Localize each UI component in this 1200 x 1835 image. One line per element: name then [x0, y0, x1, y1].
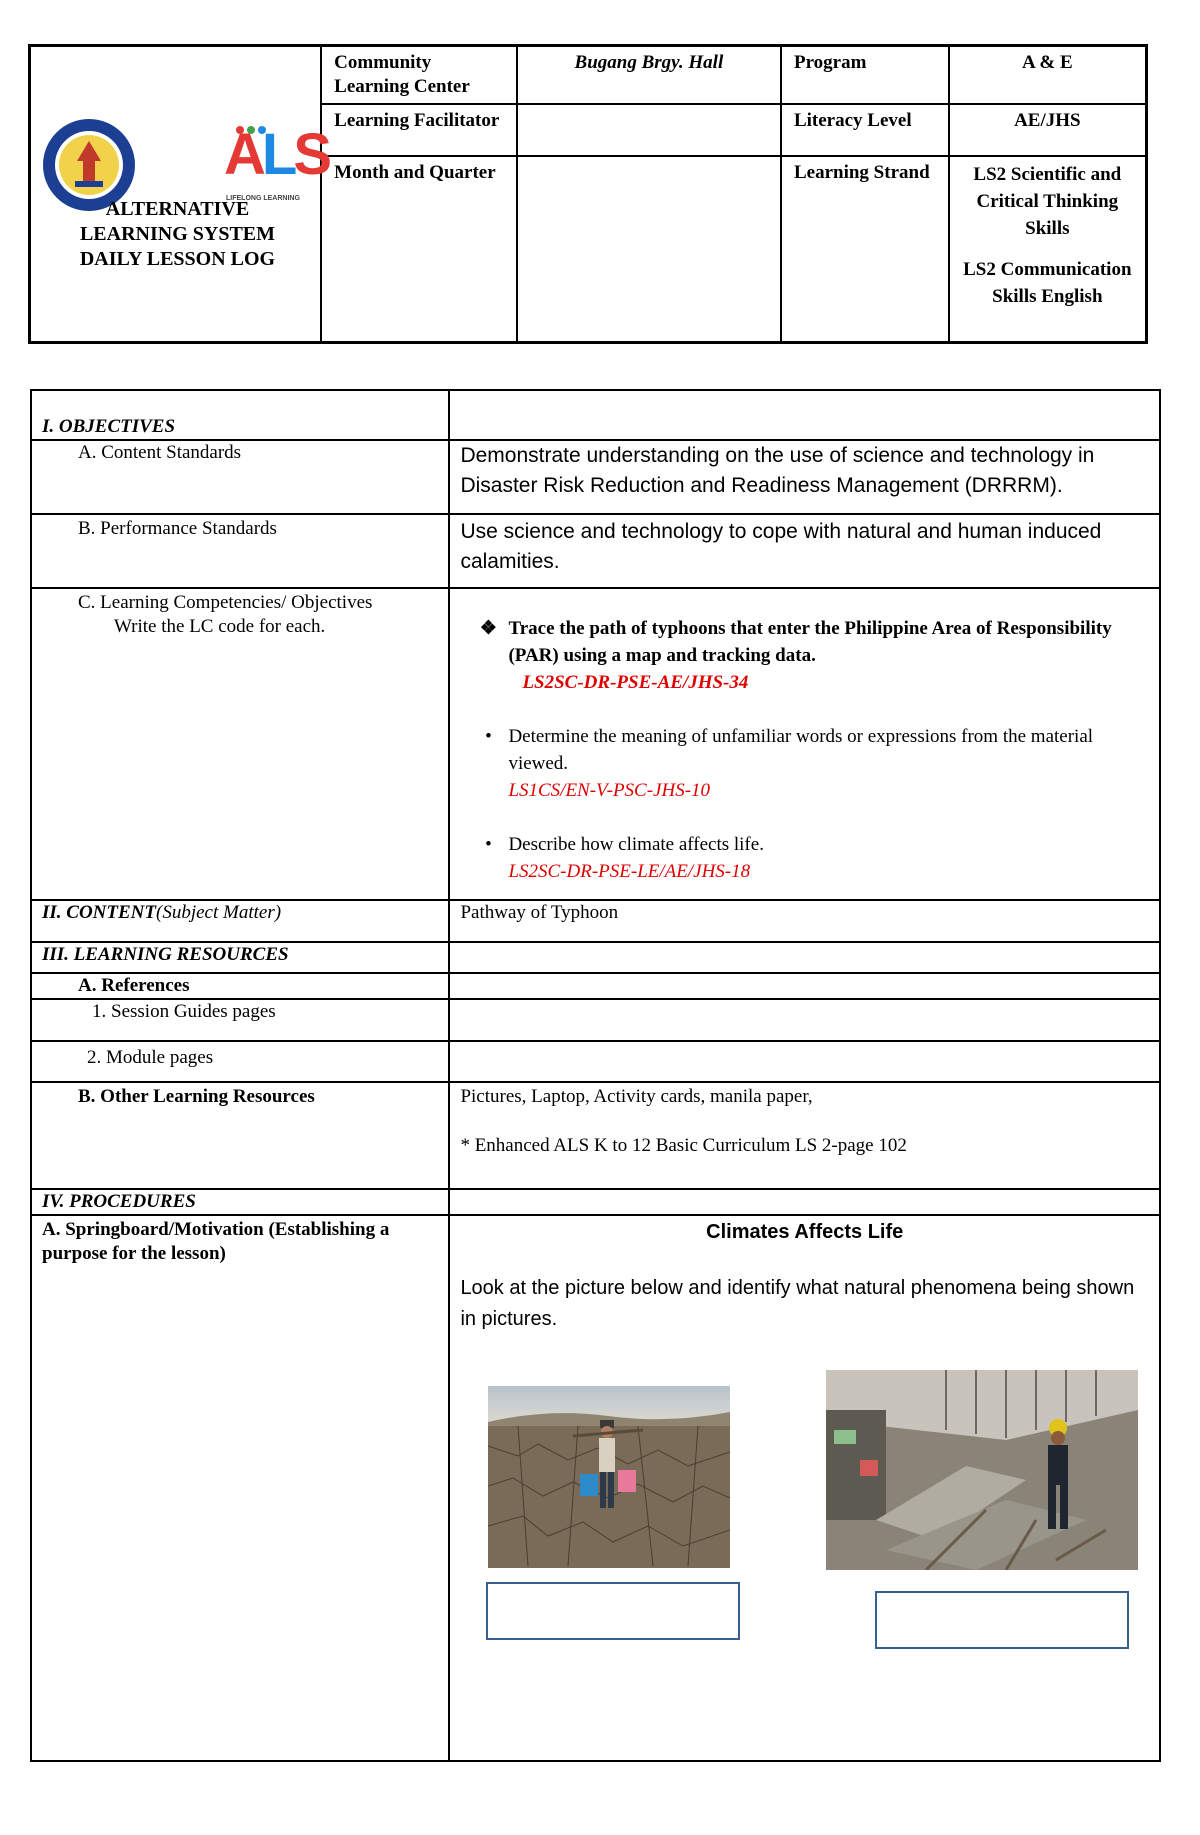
clc-value: Bugang Brgy. Hall: [517, 46, 781, 105]
other-resources-line-1: Pictures, Laptop, Activity cards, manila paper,: [460, 1086, 813, 1107]
other-resources-line-2: * Enhanced ALS K to 12 Basic Curriculum LS 2-page 102: [460, 1135, 907, 1156]
other-resources-value: [449, 1082, 1160, 1189]
competency-text: Determine the meaning of unfamiliar words or expressions from the material viewed.: [508, 726, 1094, 774]
doc-title-line-3: DAILY LESSON LOG: [79, 248, 276, 270]
answer-box-1[interactable]: [486, 1582, 740, 1640]
performance-standards-value: Use science and technology to cope with natural and human induced calamities.: [449, 514, 1160, 588]
other-resources-row: [31, 1082, 1160, 1189]
month-value: [517, 156, 781, 343]
references-empty: [449, 973, 1160, 999]
content-standards-row: [31, 440, 1160, 514]
competencies-list: [449, 588, 1160, 900]
activity-title: Climates Affects Life: [706, 1221, 904, 1243]
competencies-sub: Write the LC code for each.: [114, 616, 326, 637]
doc-title: [31, 197, 324, 272]
competency-code: LS2SC-DR-PSE-AE/JHS-34: [522, 672, 749, 693]
literacy-value: AE/JHS: [949, 104, 1147, 156]
procedures-empty: [449, 1189, 1160, 1215]
month-label: Month and Quarter: [321, 156, 517, 343]
objectives-row: [31, 390, 1160, 440]
content-heading-text: II. CONTENT: [42, 902, 157, 923]
competencies-label: C. Learning Competencies/ Objectives: [78, 592, 373, 613]
module-pages-value: [449, 1041, 1160, 1082]
doc-title-line-2: LEARNING SYSTEM: [79, 223, 276, 245]
module-pages-label: 2. Module pages: [31, 1041, 449, 1082]
answer-box-2[interactable]: [875, 1591, 1129, 1649]
program-value: A & E: [949, 46, 1147, 105]
content-standards-label: A. Content Standards: [31, 440, 449, 514]
springboard-label: A. Springboard/Motivation (Establishing a purpose for the lesson): [31, 1215, 449, 1761]
module-pages-row: [31, 1041, 1160, 1082]
bullet-icon: •: [485, 726, 492, 747]
content-heading-sub: (Subject Matter): [156, 902, 282, 923]
strand-value-2: LS2 Communication Skills English: [963, 259, 1132, 307]
session-guides-value: [449, 999, 1160, 1041]
header-table: [28, 44, 1148, 344]
header-logo-cell: [30, 46, 329, 343]
diamond-bullet-icon: ❖: [479, 618, 497, 639]
earthquake-photo: [826, 1370, 1138, 1570]
clc-label: Community Learning Center: [321, 46, 517, 105]
resources-heading: III. LEARNING RESOURCES: [31, 942, 449, 973]
content-standards-value: Demonstrate understanding on the use of science and technology in Disaster Risk Reduction and Readiness Management (DRRRM).: [449, 440, 1160, 514]
literacy-label: Literacy Level: [781, 104, 949, 156]
activity-instruction: Look at the picture below and identify what natural phenomena being shown in pictures.: [460, 1277, 1135, 1330]
als-logo-caption: LIFELONG LEARNING: [226, 195, 300, 202]
competency-code: LS1CS/EN-V-PSC-JHS-10: [508, 780, 711, 801]
content-value: Pathway of Typhoon: [449, 900, 1160, 942]
other-resources-label: B. Other Learning Resources: [31, 1082, 449, 1189]
competency-text: Describe how climate affects life.: [508, 834, 764, 855]
content-row: [31, 900, 1160, 942]
als-logo: [224, 117, 334, 207]
springboard-row: [31, 1215, 1160, 1761]
resources-empty: [449, 942, 1160, 973]
performance-standards-label: B. Performance Standards: [31, 514, 449, 588]
lesson-log-table: [30, 389, 1161, 1762]
references-row: [31, 973, 1160, 999]
competency-code: LS2SC-DR-PSE-LE/AE/JHS-18: [508, 861, 751, 882]
session-guides-row: [31, 999, 1160, 1041]
strand-value: [949, 156, 1147, 343]
procedures-heading: IV. PROCEDURES: [31, 1189, 449, 1215]
springboard-content: [449, 1215, 1160, 1761]
competency-item-1: [468, 615, 1149, 696]
facilitator-label: Learning Facilitator: [321, 104, 517, 156]
bullet-icon: •: [485, 834, 492, 855]
performance-standards-row: [31, 514, 1160, 588]
procedures-row: [31, 1189, 1160, 1215]
doc-title-line-1: ALTERNATIVE: [105, 198, 250, 220]
competencies-label-cell: [31, 588, 449, 900]
content-heading: [31, 900, 449, 942]
references-label: A. References: [31, 973, 449, 999]
strand-label: Learning Strand: [781, 156, 949, 343]
strand-value-1: LS2 Scientific and Critical Thinking Skills: [973, 164, 1122, 239]
competencies-row: [31, 588, 1160, 900]
objectives-heading: I. OBJECTIVES: [31, 390, 449, 440]
program-label: Program: [781, 46, 949, 105]
competency-item-3: [468, 831, 1149, 885]
objectives-empty: [449, 390, 1160, 440]
competency-text: Trace the path of typhoons that enter the Philippine Area of Responsibility (PAR) using a map and tracking data.: [508, 618, 1112, 666]
facilitator-value: [517, 104, 781, 156]
session-guides-label: 1. Session Guides pages: [31, 999, 449, 1041]
resources-row: [31, 942, 1160, 973]
drought-photo: [488, 1386, 730, 1568]
als-logo-text: ALS: [224, 122, 329, 187]
competency-item-2: [468, 723, 1149, 804]
